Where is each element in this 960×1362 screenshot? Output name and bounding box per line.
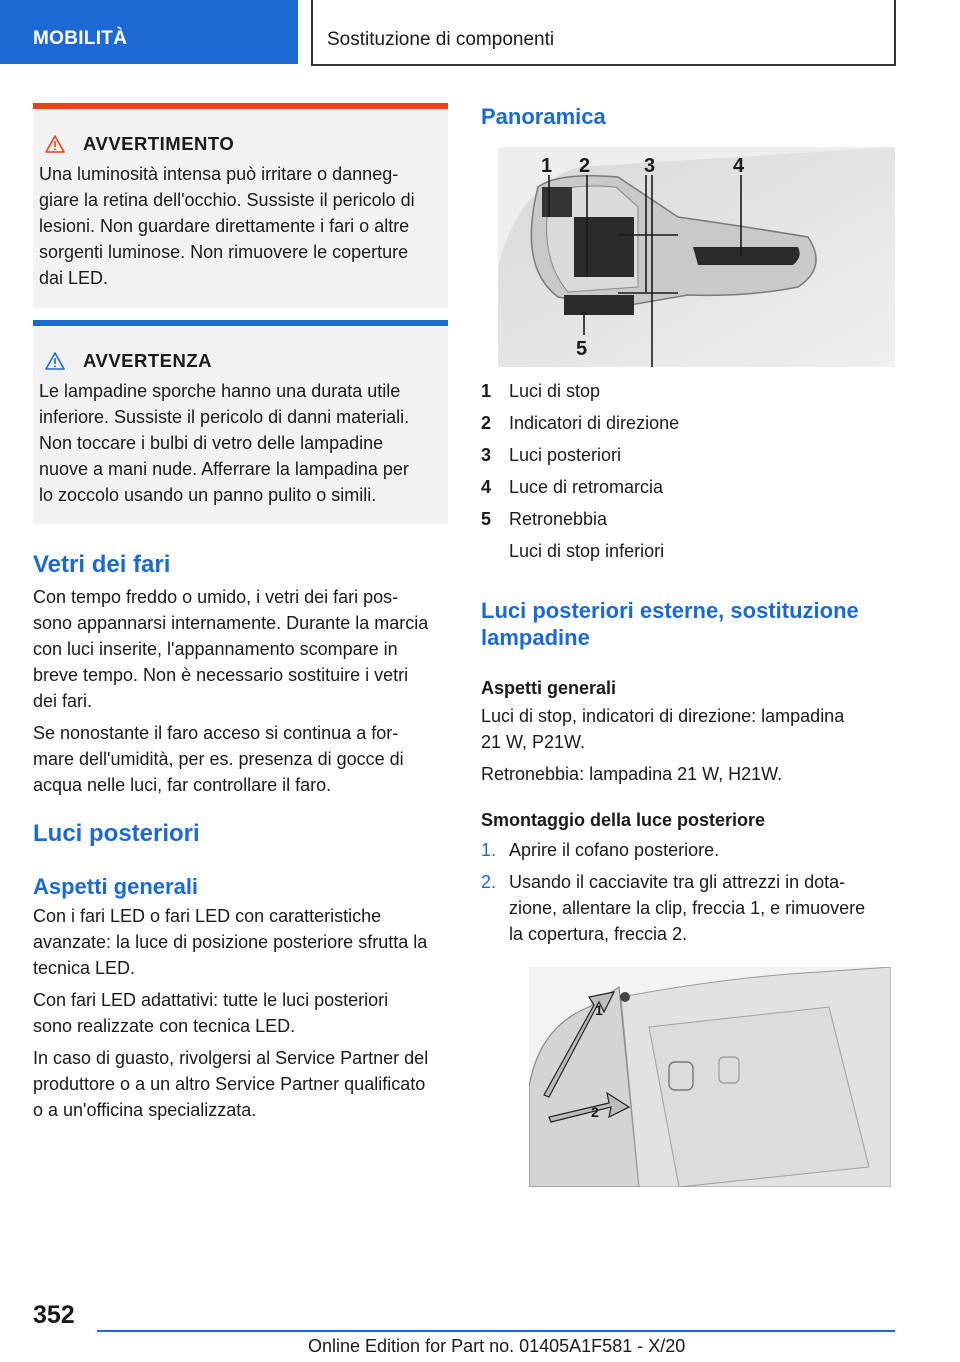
trunk-illustration xyxy=(529,967,891,1187)
page-number: 352 xyxy=(33,1301,75,1329)
callout-3: 3 xyxy=(644,155,656,177)
replace-heading: Luci posteriori esterne, sostituzione lampadine xyxy=(481,598,859,650)
glass-heading: Vetri dei fari xyxy=(33,551,171,578)
legend-item: 4 Luce di retromarcia xyxy=(481,477,664,497)
legend-item: 3 Luci posteriori xyxy=(481,445,622,465)
tail-light-figure xyxy=(498,147,895,367)
footer-divider xyxy=(97,1330,895,1332)
rear-lights-heading: Luci posteriori xyxy=(33,820,200,847)
removal-steps xyxy=(481,837,896,947)
general-title: Aspetti generali xyxy=(481,678,617,698)
chapter-header xyxy=(311,0,896,66)
general-paragraph-1: Luci di stop, indicatori di direzione: lampadina 21 W, P21W. xyxy=(481,706,845,752)
general-paragraph-2: Retronebbia: lampadina 21 W, H21W. xyxy=(481,764,783,784)
right-column xyxy=(481,103,896,1187)
callout-4: 4 xyxy=(733,155,745,177)
trunk-figure xyxy=(529,967,891,1187)
rear-paragraph-3: In caso di guasto, rivolgersi al Service Partner del produttore o a un altro Service Partner qualificato o a un'officina specializzata. xyxy=(33,1048,429,1120)
tail-light-illustration xyxy=(498,147,895,367)
footer-edition: Online Edition for Part no. 01405A1F581 - X/20 xyxy=(308,1336,686,1356)
warning-box xyxy=(33,103,448,308)
section-label: MOBILITÀ xyxy=(33,28,128,49)
step-item: 1. Aprire il cofano posteriore. xyxy=(481,840,720,860)
arrow-label-2: 2 xyxy=(591,1104,599,1120)
warning-text: Una luminosità intensa può irritare o danneg‐ giare la retina dell'occhio. Sussiste il pericolo di lesioni. Non guardare direttamente i fari o altre sorgenti luminose. Non rimuovere le coperture dai LED. xyxy=(39,164,415,288)
warning-triangle-icon xyxy=(45,135,65,153)
caution-text: Le lampadine sporche hanno una durata utile inferiore. Sussiste il pericolo di danni materiali. Non toccare i bulbi di vetro delle lampadine nuove a mani nude. Afferrare la lampadina per lo zoccolo usando un panno pulito o simili. xyxy=(39,381,410,505)
chapter-title: Sostituzione di componenti xyxy=(327,29,555,50)
left-column xyxy=(33,103,448,1123)
callout-5: 5 xyxy=(576,338,588,360)
legend-list xyxy=(481,375,896,567)
warning-title: AVVERTIMENTO xyxy=(45,133,440,155)
glass-paragraph-2: Se nonostante il faro acceso si continua a for‐ mare dell'umidità, per es. presenza di gocce di acqua nelle luci, far controllare il faro. xyxy=(33,723,404,795)
legend-item: 5 Retronebbia xyxy=(481,509,608,529)
legend-item: Luci di stop inferiori xyxy=(509,541,665,561)
caution-box xyxy=(33,320,448,524)
callout-1: 1 xyxy=(541,155,553,177)
rear-paragraph-1: Con i fari LED o fari LED con caratteristiche avanzate: la luce di posizione posteriore sfrutta la tecnica LED. xyxy=(33,906,428,978)
glass-paragraph-1: Con tempo freddo o umido, i vetri dei fari pos‐ sono appannarsi internamente. Durante la marcia con luci inserite, l'appannamento scompare in breve tempo. Non è necessario sostituire i vetri dei fari. xyxy=(33,587,429,711)
rear-paragraph-2: Con fari LED adattativi: tutte le luci posteriori sono realizzate con tecnica LED. xyxy=(33,990,389,1036)
section-tab[interactable] xyxy=(0,0,298,64)
step-item: 2. Usando il cacciavite tra gli attrezzi in dota‐ zione, allentare la clip, freccia 1, e rimuovere la copertura, freccia 2. xyxy=(481,872,866,944)
rear-general-heading: Aspetti generali xyxy=(33,874,199,899)
caution-title: AVVERTENZA xyxy=(45,350,440,372)
removal-title: Smontaggio della luce posteriore xyxy=(481,810,766,830)
overview-heading: Panoramica xyxy=(481,104,606,129)
legend-item: 1 Luci di stop xyxy=(481,381,601,401)
caution-triangle-icon xyxy=(45,352,65,370)
arrow-label-1: 1 xyxy=(595,1002,603,1018)
callout-2: 2 xyxy=(579,155,591,177)
legend-item: 2 Indicatori di direzione xyxy=(481,413,680,433)
